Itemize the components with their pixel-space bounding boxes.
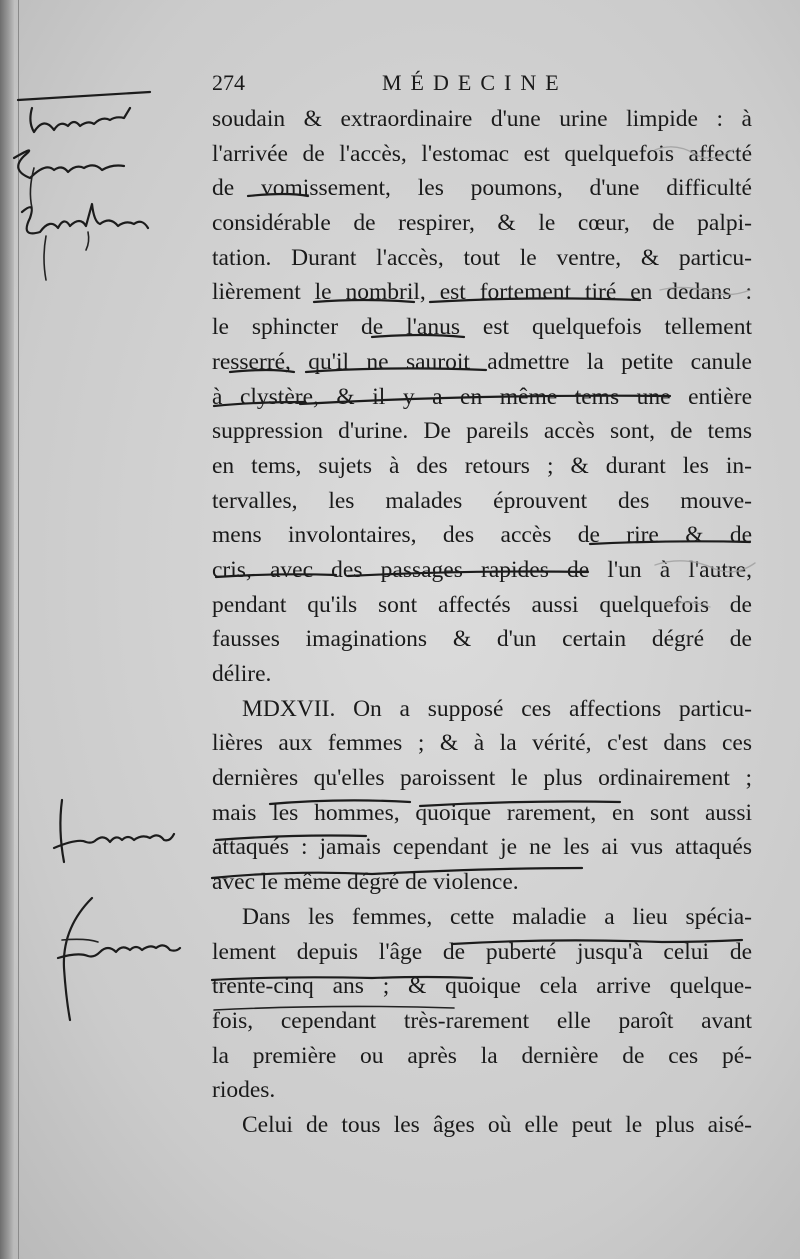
text-line: en tems, sujets à des retours ; & durant les in- — [212, 452, 752, 479]
margin-note-femmes — [58, 898, 180, 1020]
text-line: de vomissement, les poumons, d'une difficulté — [212, 175, 752, 202]
text-line: trente-cinq ans ; & quoique cela arrive quelque- — [212, 973, 752, 1000]
paragraph-start-line: Celui de tous les âges où elle peut le plus aisé- — [242, 1111, 752, 1138]
text-line: resserré, qu'il ne sauroit admettre la petite canule — [212, 348, 752, 375]
text-line: lement depuis l'âge de puberté jusqu'à celui de — [212, 938, 752, 965]
text-line: mens involontaires, des accès de rire & de — [212, 522, 752, 549]
text-line: lières aux femmes ; & à la vérité, c'est dans ces — [212, 730, 752, 757]
section-heading-line: MDXVII. On a supposé ces affections particu- — [242, 695, 752, 722]
text-line: avec le même dégré de violence. — [212, 869, 519, 896]
text-line: dernières qu'elles paroissent le plus ordinairement ; — [212, 765, 752, 792]
page-gutter — [0, 0, 14, 1259]
text-line: fois, cependant très-rarement elle paroît avant — [212, 1007, 752, 1034]
margin-note-invasion-symptoms — [14, 92, 150, 280]
text-line: l'arrivée de l'accès, l'estomac est quelquefois affecté — [212, 140, 752, 167]
text-line: attaqués : jamais cependant je ne les ai vus attaqués — [212, 834, 752, 861]
running-head: MÉDECINE — [382, 70, 568, 95]
text-line: considérable de respirer, & le cœur, de palpi- — [212, 210, 752, 237]
page-header — [212, 70, 752, 100]
text-line: soudain & extraordinaire d'une urine limpide : à — [212, 106, 752, 132]
text-line: cris, avec des passages rapides de l'un à l'autre, — [212, 556, 752, 583]
paragraph-start-line: Dans les femmes, cette maladie a lieu spécia- — [242, 903, 752, 930]
text-line: à clystère, & il y a en même tems une entière — [212, 383, 752, 410]
text-line: suppression d'urine. De pareils accès sont, de tems — [212, 418, 752, 445]
text-line: mais les hommes, quoique rarement, en sont aussi — [212, 799, 752, 826]
text-line: le sphincter de l'anus est quelquefois tellement — [212, 314, 752, 341]
body-text — [212, 102, 752, 1143]
text-line: lièrement le nombril, est fortement tiré en dedans : — [212, 279, 752, 306]
text-line: pendant qu'ils sont affectés aussi quelquefois de — [212, 591, 752, 618]
text-line: délire. — [212, 661, 272, 687]
margin-note-hommes — [54, 800, 174, 862]
text-line: la première ou après la dernière de ces pé- — [212, 1042, 752, 1069]
page-number: 274 — [212, 70, 245, 95]
text-line: tervalles, les malades éprouvent des mouve- — [212, 487, 752, 514]
gutter-edge — [18, 0, 19, 1259]
text-line: riodes. — [212, 1077, 276, 1104]
text-line: tation. Durant l'accès, tout le ventre, & particu- — [212, 244, 752, 271]
text-line: fausses imaginations & d'un certain dégré de — [212, 626, 752, 653]
